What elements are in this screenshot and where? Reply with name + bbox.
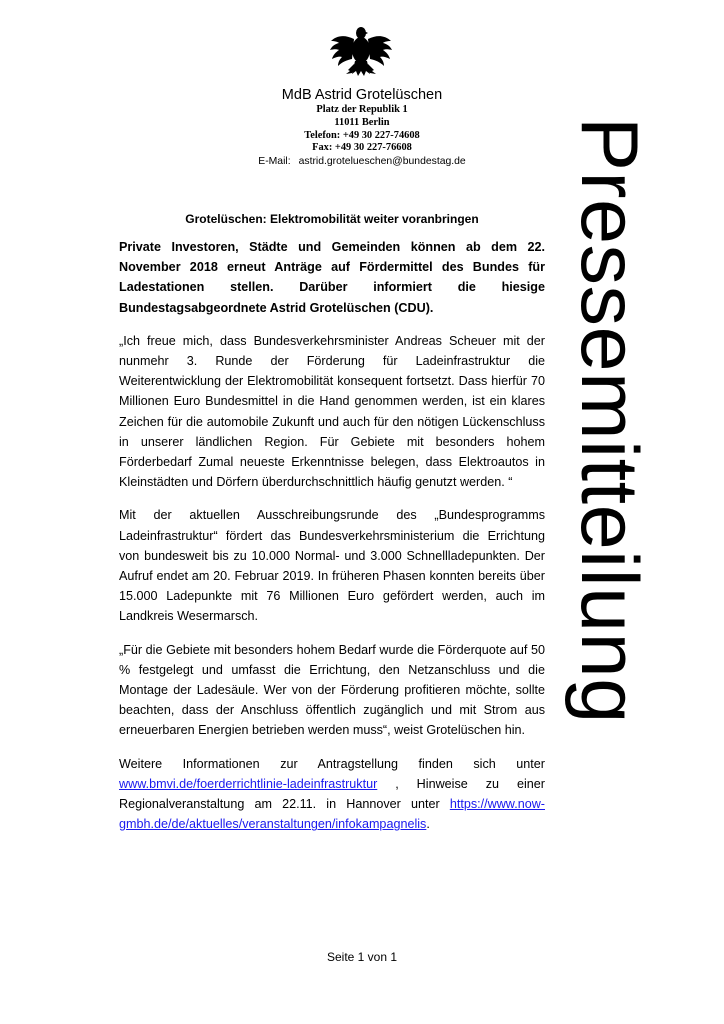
- letterhead: [160, 86, 564, 168]
- quote-paragraph-3: „Für die Gebiete mit besonders hohem Bedarf wurde die Förderquote auf 50 % festgelegt und umfasst die Errichtung, den Netzanschluss und die Montage der Ladesäule. Wer von der Förderung profitieren möchte, sollte beachten, dass der Anschluss öffentlich zugänglich und mit Strom aus erneuerbaren Energien betrieben werden muss“, weist Grotelüschen hin.: [119, 642, 545, 738]
- side-title: Pressemitteilung: [564, 117, 654, 724]
- email-address[interactable]: astrid.grotelueschen@bundestag.de: [298, 156, 466, 168]
- info-paragraph-4: [119, 754, 545, 835]
- member-name: MdB Astrid Grotelüschen: [281, 87, 443, 103]
- info-text-after: .: [426, 817, 430, 832]
- address-street: Platz der Republik 1: [316, 104, 408, 115]
- article-body: [119, 211, 545, 847]
- email-label: E-Mail:: [258, 156, 291, 168]
- fax-number: Fax: +49 30 227-76608: [312, 142, 412, 154]
- quote-paragraph-1: „Ich freue mich, dass Bundesverkehrsminister Andreas Scheuer mit der nunmehr 3. Runde der Förderung für Ladeinfrastruktur die Weiterentwicklung der Elektromobilität konsequent fortsetzt. Dass hierfür 70 Millionen Euro Bundesmittel in die Hand genommen werden, ist ein klares Zeichen für die automobile Zukunft und auch für den nötigen Lückenschluss in unserer ländlichen Region. Für Gebiete mit besonders hohem Förderbedarf Zumal neueste Erkenntnisse belegen, dass Elektroautos in Kleinstädten und Dörfern überdurchschnittlich häufig genutzt werden. “: [119, 333, 545, 490]
- now-gmbh-link[interactable]: https://www.now-gmbh.de/de/aktuelles/veranstaltungen/infokampagnelis: [119, 797, 545, 832]
- page-number: Seite 1 von 1: [326, 950, 398, 964]
- lead-paragraph: Private Investoren, Städte und Gemeinden können ab dem 22. November 2018 erneut Anträge auf Fördermittel des Bundes für Ladestationen stellen. Darüber informiert die hiesige Bundestagsabgeordnete Astrid Grotelüschen (CDU).: [119, 240, 545, 315]
- info-text-middle: , Hinweise zu einer Regionalveranstaltung am 22.11. in Hannover unter: [119, 776, 545, 812]
- bmvi-link[interactable]: www.bmvi.de/foerderrichtlinie-ladeinfrastruktur: [119, 776, 378, 791]
- address-city: 11011 Berlin: [334, 116, 390, 128]
- info-text-before: Weitere Informationen zur Antragstellung finden sich unter: [119, 756, 545, 771]
- federal-eagle-icon: [330, 24, 392, 82]
- body-paragraph-2: Mit der aktuellen Ausschreibungsrunde des „Bundesprogramms Ladeinfrastruktur“ fördert das Bundesverkehrsministerium die Errichtung von bundesweit bis zu 10.000 Normal- und 3.000 Schnellladepunkten. Der Aufruf endet am 20. Februar 2019. In früheren Phasen konnten bereits über 15.000 Ladepunkte mit 76 Millionen Euro gefördert werden, auch im Landkreis Wesermarsch.: [119, 508, 545, 624]
- phone-number: Telefon: +49 30 227-74608: [304, 129, 420, 141]
- headline: Grotelüschen: Elektromobilität weiter voranbringen: [185, 212, 479, 226]
- email-line: [160, 155, 564, 168]
